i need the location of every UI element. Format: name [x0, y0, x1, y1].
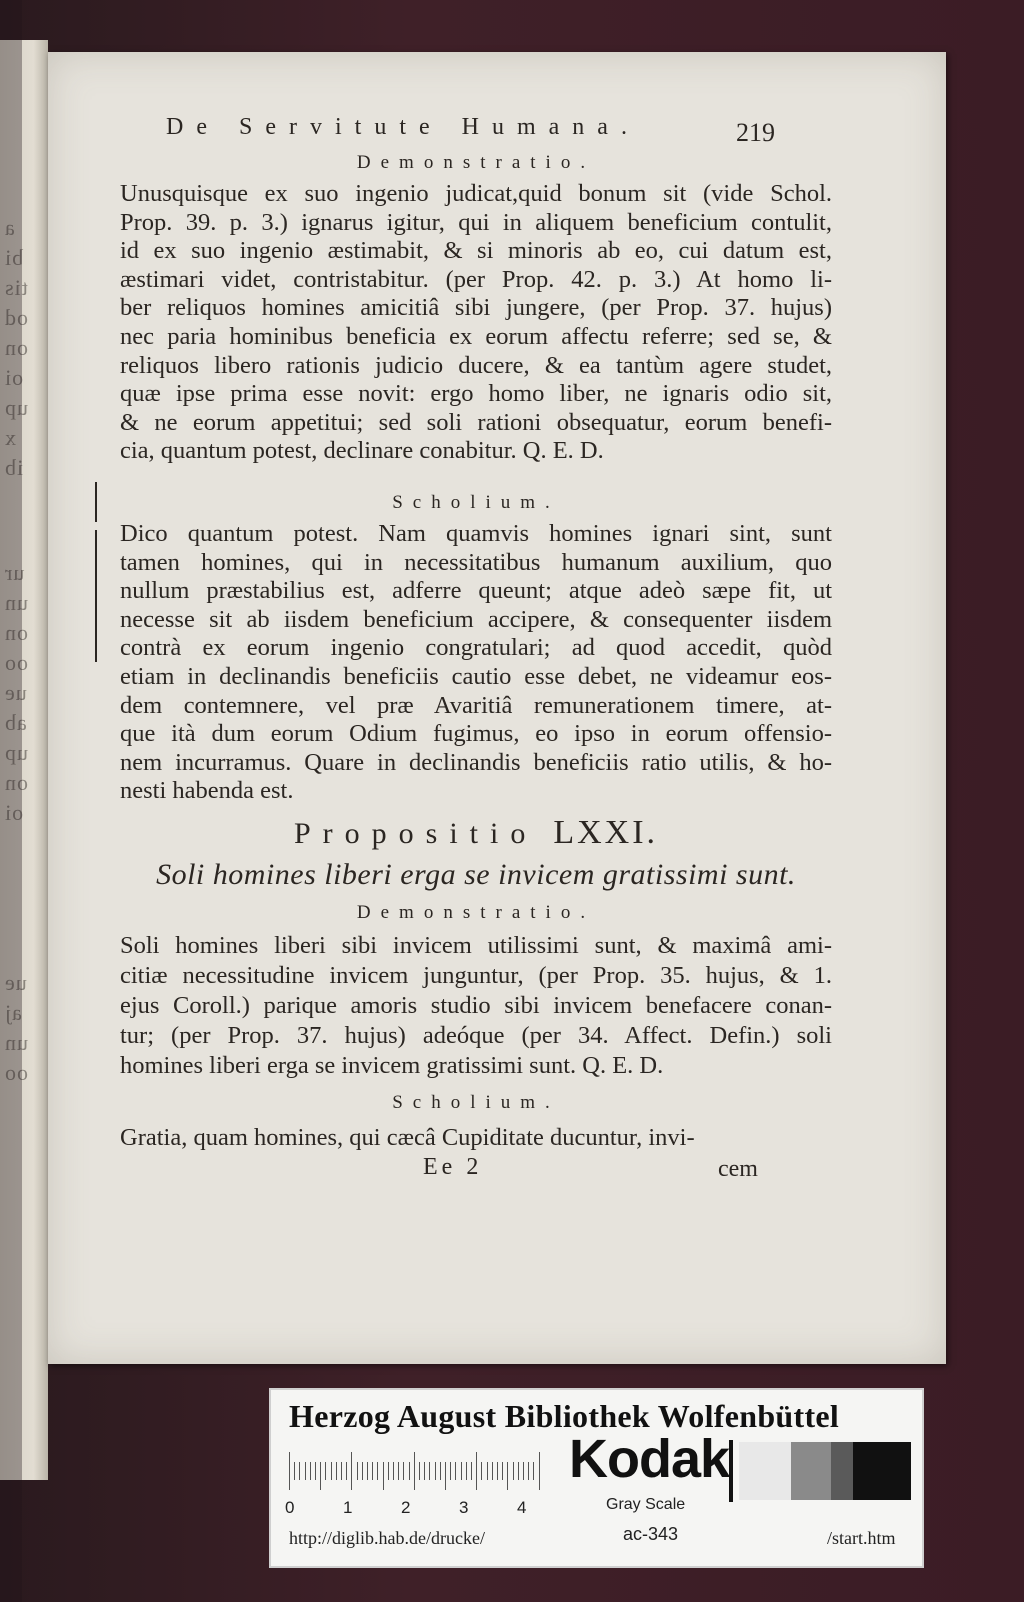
color-target-card	[269, 1388, 924, 1568]
facing-page-fragment: ue	[4, 680, 27, 705]
facing-page-fragment: un	[4, 590, 28, 615]
facing-page-fragment: on	[4, 620, 28, 645]
text-line: dem contemnere, vel præ Avaritiâ remunerationem timere, at-	[120, 691, 832, 719]
facing-page-fragment: up	[4, 395, 28, 420]
ruler-tick	[450, 1462, 451, 1480]
book-spine-shadow	[0, 0, 25, 1602]
text-line: nec paria hominibus beneficia ex eorum affectu referre; sed se, &	[120, 323, 832, 350]
facing-page-fragment: oo	[4, 650, 28, 675]
ruler-tick	[476, 1452, 477, 1490]
text-line: tamen homines, qui in necessitatibus humanum auxilium, quo	[120, 548, 832, 576]
text-line: reliquos libero rationis judicio ducere, & ea tantùm agere studet,	[120, 351, 832, 379]
running-title	[166, 114, 640, 141]
facing-page-fragment: od	[4, 305, 28, 330]
ruler-tick	[357, 1462, 358, 1480]
ruler-tick	[409, 1462, 410, 1480]
logo-divider	[729, 1440, 733, 1502]
text-line: etiam in declinandis beneficiis cautio esse debet, ne videamur eos-	[120, 663, 832, 690]
gray-patch	[791, 1442, 831, 1500]
ruler-tick	[388, 1462, 389, 1480]
text-line: Dico quantum potest. Nam quamvis homines ignari sint, sunt	[120, 520, 832, 547]
text-line: cia, quantum potest, declinare conabitur. Q. E. D.	[120, 437, 604, 465]
margin-mark	[95, 530, 97, 662]
facing-page-fragment: on	[4, 335, 28, 360]
ruler-tick	[403, 1462, 404, 1480]
facing-page-fragment: up	[4, 740, 28, 765]
gray-patch	[739, 1442, 791, 1500]
ruler-tick	[533, 1462, 534, 1480]
text-line: Soli homines liberi sibi invicem utilissimi sunt, & maximâ ami-	[120, 932, 832, 959]
text-line: necesse sit ab iisdem beneficium accipere, & consequenter iisdem	[120, 605, 832, 633]
ruler-tick	[518, 1462, 519, 1480]
ruler-number: 2	[401, 1498, 411, 1517]
section-heading: Scholium.	[392, 1092, 560, 1113]
ruler-tick	[331, 1462, 332, 1480]
text-line: que ità dum eorum Odium fugimus, eo ipso in eorum offensio-	[120, 720, 832, 748]
ruler-tick	[440, 1462, 441, 1480]
ruler-tick	[445, 1462, 446, 1490]
text-line: tur; (per Prop. 37. hujus) adeóque (per 34. Affect. Defin.) soli	[120, 1022, 832, 1049]
gray-patch	[831, 1442, 853, 1500]
ruler-tick	[320, 1462, 321, 1490]
ruler-tick	[294, 1462, 295, 1480]
gray-scale-label: Gray Scale	[606, 1496, 686, 1513]
ruler-tick	[310, 1462, 311, 1480]
facing-page-fragment: on	[4, 770, 28, 795]
ruler-tick	[419, 1462, 420, 1480]
proposition-number: LXXI.	[553, 814, 659, 851]
facing-page-fragment: ib	[4, 455, 24, 480]
text-line: ber reliquos homines amicitiâ sibi jungere, (per Prop. 37. hujus)	[120, 294, 832, 322]
ruler-tick	[289, 1452, 290, 1490]
ruler-tick	[341, 1462, 342, 1480]
ruler-number: 1	[343, 1498, 353, 1517]
margin-mark	[95, 482, 97, 522]
shelfmark: ac-343	[623, 1524, 679, 1544]
ruler-tick	[492, 1462, 493, 1480]
facing-page-fragment: x	[4, 425, 16, 450]
ruler-tick	[435, 1462, 436, 1480]
running-title-text: De Servitute Humana.	[166, 114, 640, 140]
ruler-tick	[315, 1462, 316, 1480]
text-line: id ex suo ingenio æstimabit, & si minoris ab eo, cui datum est,	[120, 237, 832, 265]
text-line: Unusquisque ex suo ingenio judicat,quid bonum sit (vide Schol.	[120, 180, 832, 207]
ruler-tick	[414, 1452, 415, 1490]
section-heading: Demonstratio.	[356, 902, 596, 923]
facing-page-fragment: oi	[4, 365, 24, 390]
facing-page-fragment: un	[4, 1030, 28, 1055]
text-line: æstimari videt, contristabitur. (per Prop. 42. p. 3.) At homo li-	[120, 265, 832, 293]
section-heading: Scholium.	[392, 492, 560, 513]
ruler-tick	[377, 1462, 378, 1480]
facing-page-fragment: a	[4, 215, 15, 240]
proposition-title: Propositio	[293, 817, 538, 850]
ruler-tick	[429, 1462, 430, 1480]
ruler-tick	[528, 1462, 529, 1480]
ruler-tick	[471, 1462, 472, 1480]
kodak-logo: Kodak	[569, 1429, 730, 1489]
library-name: Herzog August Bibliothek Wolfenbüttel	[289, 1398, 840, 1434]
facing-page-fragment: ue	[4, 970, 27, 995]
facing-page-fragment: oo	[4, 1060, 28, 1085]
ruler-tick	[507, 1462, 508, 1490]
ruler-tick	[383, 1462, 384, 1490]
ruler-tick	[455, 1462, 456, 1480]
ruler-number: 0	[285, 1498, 295, 1517]
facing-page-fragment: ab	[4, 710, 27, 735]
ruler-number: 4	[517, 1498, 527, 1517]
text-line: contrà ex eorum ingenio congratulari; ad quod accedit, quòd	[120, 634, 832, 662]
book-page	[48, 52, 946, 1364]
facing-page-fragment: bi	[4, 245, 24, 270]
ruler-tick	[393, 1462, 394, 1480]
ruler-tick	[305, 1462, 306, 1480]
ruler-tick	[539, 1452, 540, 1490]
text-line: Gratia, quam homines, qui cæcâ Cupiditate ducuntur, invi-	[120, 1124, 695, 1151]
text-line: homines liberi erga se invicem gratissimi sunt. Q. E. D.	[120, 1052, 664, 1079]
facing-page-fragment: oi	[4, 800, 24, 825]
ruler-tick	[362, 1462, 363, 1480]
ruler-tick	[336, 1462, 337, 1480]
text-line: citiæ necessitudine invicem junguntur, (per Prop. 35. hujus, & 1.	[120, 962, 832, 989]
facing-page-fragment: tis	[4, 275, 28, 300]
ruler	[285, 1452, 537, 1517]
section-heading: Demonstratio.	[356, 152, 596, 173]
ruler-tick	[502, 1462, 503, 1480]
ruler-tick	[497, 1462, 498, 1480]
catchword: cem	[718, 1156, 758, 1182]
text-line: nesti habenda est.	[120, 777, 294, 805]
start-link-text: /start.htm	[827, 1528, 896, 1548]
ruler-number: 3	[459, 1498, 469, 1517]
text-line: ejus Coroll.) parique amoris studio sibi invicem benefacere conan-	[120, 992, 832, 1019]
ruler-tick	[481, 1462, 482, 1480]
facing-page-fragment: aj	[4, 1000, 22, 1025]
ruler-tick	[523, 1462, 524, 1480]
ruler-tick	[325, 1462, 326, 1480]
ruler-tick	[299, 1462, 300, 1480]
proposition-heading	[120, 814, 832, 852]
ruler-tick	[346, 1462, 347, 1480]
ruler-tick	[424, 1462, 425, 1480]
text-line: Prop. 39. p. 3.) ignarus igitur, qui in aliquem beneficium contulit,	[120, 208, 832, 236]
text-line: nullum præstabilius est, adferre queunt; atque adeò sæpe fit, ut	[120, 577, 832, 605]
ruler-tick	[487, 1462, 488, 1480]
gray-patch	[853, 1442, 911, 1500]
ruler-tick	[461, 1462, 462, 1480]
page-number: 219	[736, 118, 775, 147]
proposition-statement: Soli homines liberi erga se invicem gratissimi sunt.	[156, 858, 796, 891]
signature-mark: Ee 2	[423, 1154, 483, 1180]
facing-page-fragment: ur	[4, 560, 25, 585]
ruler-tick	[372, 1462, 373, 1480]
ruler-tick	[466, 1462, 467, 1480]
text-line: nem incurramus. Quare in declinandis beneficiis ratio utilis, & ho-	[120, 748, 832, 776]
text-line: & ne eorum appetitui; sed soli rationi obsequatur, eorum benefi-	[120, 408, 832, 436]
ruler-tick	[351, 1452, 352, 1490]
text-line: quæ ipse prima esse novit: ergo homo liber, ne ignaris odio sit,	[120, 380, 832, 408]
source-url: http://diglib.hab.de/drucke/	[289, 1528, 485, 1548]
ruler-tick	[513, 1462, 514, 1480]
ruler-tick	[398, 1462, 399, 1480]
ruler-tick	[367, 1462, 368, 1480]
